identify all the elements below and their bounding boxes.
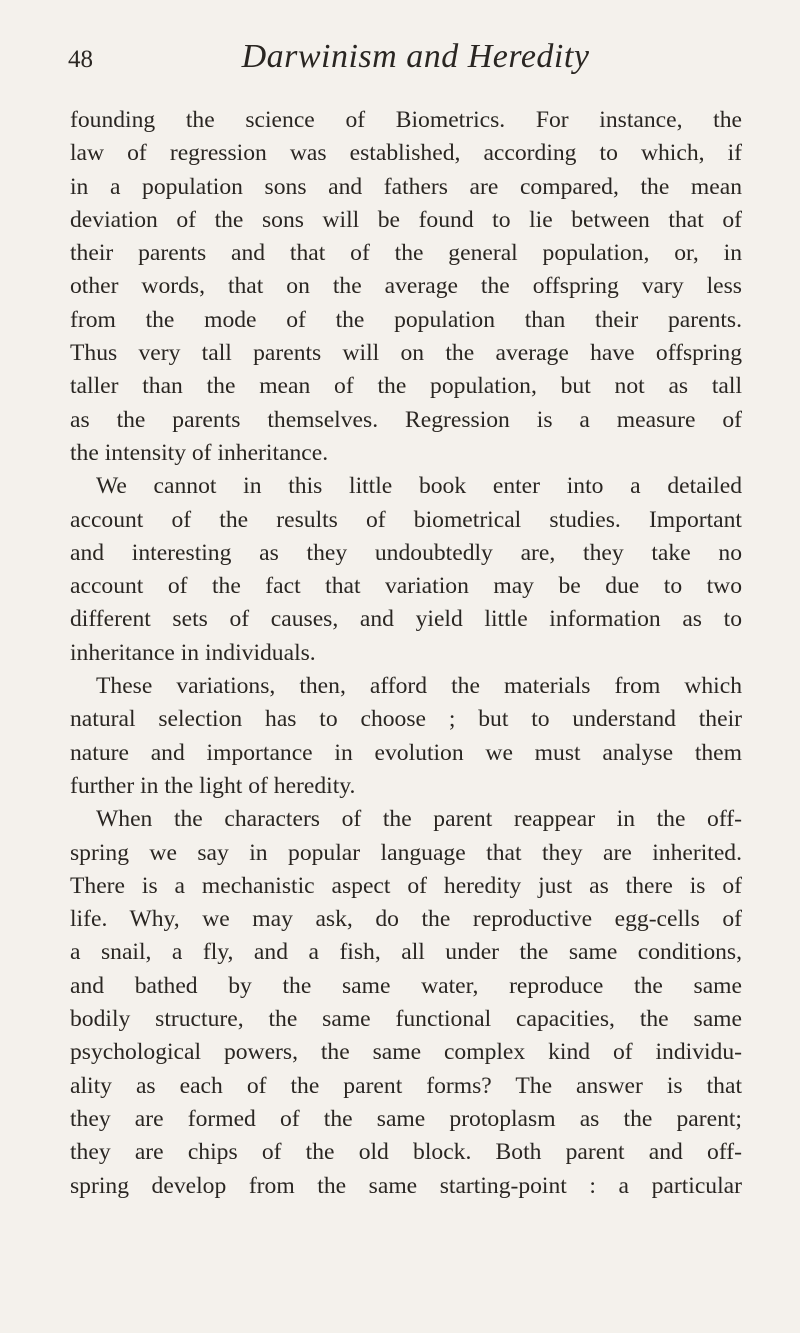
paragraph — [70, 670, 742, 803]
text-line: inheritance in individuals. — [70, 639, 316, 666]
paragraph — [70, 104, 742, 470]
text-line: life. Why, we may ask, do the reproductive egg-cells of — [70, 906, 742, 933]
text-line: deviation of the sons will be found to lie between that of — [70, 206, 742, 233]
text-line: they are chips of the old block. Both parent and off- — [70, 1139, 742, 1166]
text-line: different sets of causes, and yield little information as to — [70, 606, 742, 633]
text-line: a snail, a fly, and a fish, all under the same conditions, — [70, 939, 742, 966]
text-line: We cannot in this little book enter into a detailed — [96, 473, 742, 500]
text-line: spring develop from the same starting-point : a particular — [70, 1172, 742, 1199]
text-line: taller than the mean of the population, but not as tall — [70, 373, 742, 400]
text-line: When the characters of the parent reappear in the off- — [96, 806, 742, 833]
text-line: from the mode of the population than their parents. — [70, 306, 742, 333]
text-line: other words, that on the average the offspring vary less — [70, 273, 742, 300]
text-line: There is a mechanistic aspect of heredity just as there is of — [70, 872, 742, 899]
text-line: natural selection has to choose ; but to understand their — [70, 706, 742, 733]
paragraph — [70, 803, 742, 1203]
paragraph — [70, 470, 742, 670]
text-line: founding the science of Biometrics. For instance, the — [70, 107, 742, 133]
text-line: they are formed of the same protoplasm as the parent; — [70, 1105, 742, 1132]
text-line: law of regression was established, according to which, if — [70, 140, 742, 167]
page-number: 48 — [68, 46, 93, 73]
body-text — [70, 104, 742, 1203]
text-line: account of the fact that variation may be due to two — [70, 573, 742, 600]
text-line: their parents and that of the general population, or, in — [70, 240, 742, 267]
text-line: Thus very tall parents will on the average have offspring — [70, 340, 742, 367]
text-line: psychological powers, the same complex kind of individu- — [70, 1039, 742, 1066]
text-line: spring we say in popular language that they are inherited. — [70, 839, 742, 866]
text-line: bodily structure, the same functional capacities, the same — [70, 1006, 742, 1033]
text-line: the intensity of inheritance. — [70, 439, 329, 466]
text-line: and bathed by the same water, reproduce the same — [70, 972, 742, 999]
text-line: and interesting as they undoubtedly are, they take no — [70, 539, 742, 566]
text-line: ality as each of the parent forms? The answer is that — [70, 1072, 742, 1099]
text-line: further in the light of heredity. — [70, 772, 356, 799]
text-line: as the parents themselves. Regression is a measure of — [70, 406, 742, 433]
text-line: in a population sons and fathers are compared, the mean — [70, 173, 742, 200]
text-line: These variations, then, afford the materials from which — [96, 673, 742, 700]
text-line: nature and importance in evolution we must analyse them — [70, 739, 742, 766]
running-title: Darwinism and Heredity — [241, 38, 590, 75]
running-head — [68, 36, 733, 86]
text-line: account of the results of biometrical studies. Important — [70, 506, 742, 533]
